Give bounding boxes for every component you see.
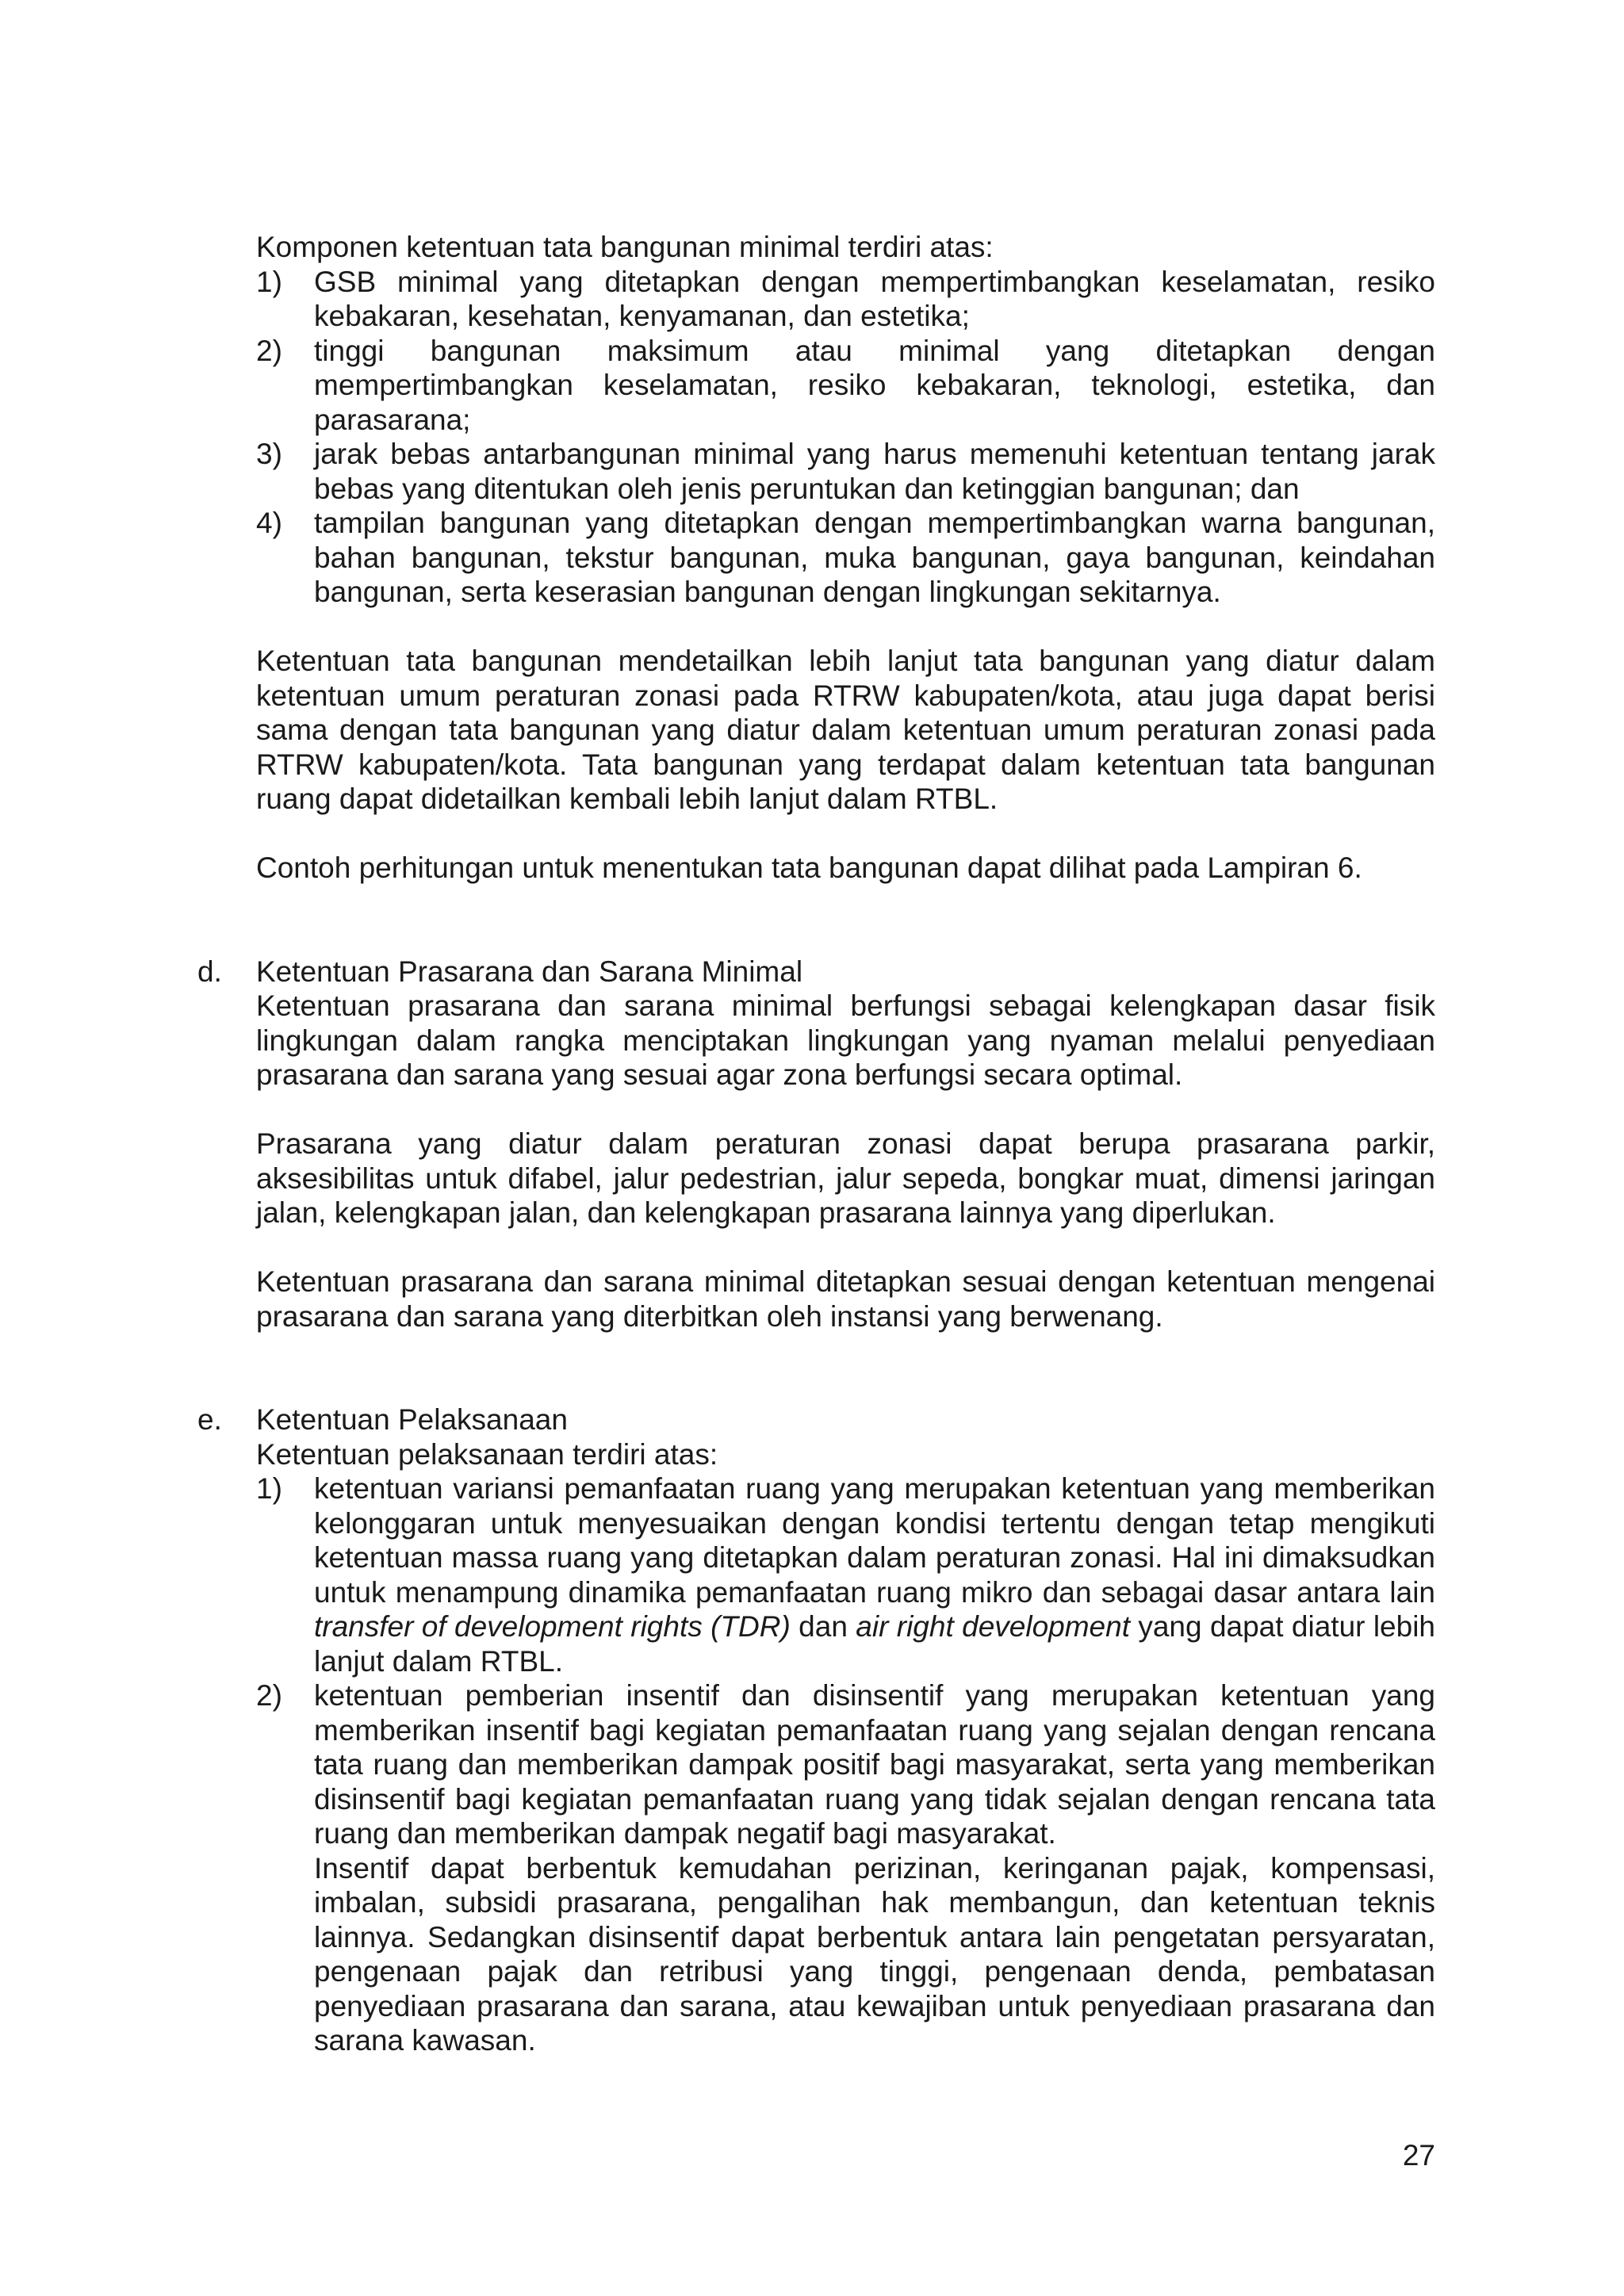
tata-bangunan-intro: Komponen ketentuan tata bangunan minimal terdiri atas: xyxy=(256,231,994,263)
list-number: 3) xyxy=(256,438,282,470)
list-text: GSB minimal yang ditetapkan dengan mempertimbangkan keselamatan, resiko kebakaran, kesehatan, kenyamanan, dan estetika; xyxy=(314,265,1435,332)
list-text: Insentif dapat berbentuk kemudahan perizinan, keringanan pajak, kompensasi, imbalan, subsidi prasarana, pengalihan hak membangun, dan ketentuan teknis lainnya. Sedangkan disinsentif dapat berbentuk antara lain pengetatan persyaratan, pengenaan pajak dan retribusi yang tinggi, pengenaan denda, pembatasan penyediaan prasarana dan sarana, atau kewajiban untuk penyediaan prasarana dan sarana kawasan. xyxy=(314,1851,1435,2057)
section-heading: Ketentuan Prasarana dan Sarana Minimal xyxy=(256,955,803,988)
list-item xyxy=(256,1471,1435,1678)
tata-bangunan-paragraph: Ketentuan tata bangunan mendetailkan lebih lanjut tata bangunan yang diatur dalam ketentuan umum peraturan zonasi pada RTRW kabupaten/kota, atau juga dapat berisi sama dengan tata bangunan yang diatur dalam ketentuan umum peraturan zonasi pada RTRW kabupaten/kota. Tata bangunan yang terdapat dalam ketentuan tata bangunan ruang dapat didetailkan kembali lebih lanjut dalam RTBL. xyxy=(256,645,1435,815)
section-letter: e. xyxy=(197,1403,222,1436)
page-number: 27 xyxy=(1402,2139,1435,2172)
section-paragraph: Ketentuan prasarana dan sarana minimal ditetapkan sesuai dengan ketentuan mengenai prasarana dan sarana yang diterbitkan oleh instansi yang berwenang. xyxy=(256,1265,1435,1333)
section-e xyxy=(197,1402,1436,2058)
italic-term: transfer of development rights (TDR) xyxy=(314,1610,791,1643)
list-text: jarak bebas antarbangunan minimal yang harus memenuhi ketentuan tentang jarak bebas yang ditentukan oleh jenis peruntukan dan ketinggian bangunan; dan xyxy=(314,438,1435,505)
list-number: 2) xyxy=(256,1679,282,1712)
lampiran-reference: Contoh perhitungan untuk menentukan tata bangunan dapat dilihat pada Lampiran 6. xyxy=(256,851,1362,884)
section-letter: d. xyxy=(197,955,222,988)
list-text: tinggi bangunan maksimum atau minimal yang ditetapkan dengan mempertimbangkan keselamatan, resiko kebakaran, teknologi, estetika, dan parasarana; xyxy=(314,334,1435,436)
list-number: 4) xyxy=(256,507,282,539)
list-number: 2) xyxy=(256,334,282,367)
section-paragraph: Prasarana yang diatur dalam peraturan zonasi dapat berupa prasarana parkir, aksesibilitas untuk difabel, jalur pedestrian, jalur sepeda, bongkar muat, dimensi jaringan jalan, kelengkapan jalan, dan kelengkapan prasarana lainnya yang diperlukan. xyxy=(256,1127,1435,1229)
list-item xyxy=(256,437,1435,506)
list-text: tampilan bangunan yang ditetapkan dengan mempertimbangkan warna bangunan, bahan bangunan, tekstur bangunan, muka bangunan, gaya bangunan, keindahan bangunan, serta keserasian bangunan dengan lingkungan sekitarnya. xyxy=(314,507,1435,608)
list-item xyxy=(256,506,1435,610)
pelaksanaan-list xyxy=(256,1471,1435,2058)
list-text: dan xyxy=(790,1610,856,1643)
list-text: ketentuan variansi pemanfaatan ruang yang merupakan ketentuan yang memberikan kelonggaran untuk menyesuaikan dengan kondisi tertentu dengan tetap mengikuti ketentuan massa ruang yang ditetapkan dalam peraturan zonasi. Hal ini dimaksudkan untuk menampung dinamika pemanfaatan ruang mikro dan sebagai dasar antara lain xyxy=(314,1472,1435,1609)
section-paragraph: Ketentuan prasarana dan sarana minimal berfungsi sebagai kelengkapan dasar fisik lingkungan dalam rangka menciptakan lingkungan yang nyaman melalui penyediaan prasarana dan sarana yang sesuai agar zona berfungsi secara optimal. xyxy=(256,989,1435,1091)
section-intro: Ketentuan pelaksanaan terdiri atas: xyxy=(256,1437,718,1471)
italic-term: air right development xyxy=(856,1610,1130,1643)
list-number: 1) xyxy=(256,1472,282,1505)
tata-bangunan-list xyxy=(256,265,1435,610)
list-text: ketentuan pemberian insentif dan disinsentif yang merupakan ketentuan yang memberikan insentif bagi kegiatan pemanfaatan ruang yang sejalan dengan rencana tata ruang dan memberikan dampak positif bagi masyarakat, serta yang memberikan disinsentif bagi kegiatan pemanfaatan ruang yang tidak sejalan dengan rencana tata ruang dan memberikan dampak negatif bagi masyarakat. xyxy=(314,1679,1435,1850)
list-item xyxy=(256,265,1435,334)
page-content xyxy=(197,230,1436,2058)
list-number: 1) xyxy=(256,265,282,298)
list-item xyxy=(256,1678,1435,2058)
section-d xyxy=(197,955,1435,1334)
list-text: yang dapat diatur lebih lanjut dalam RTBL. xyxy=(314,1610,1436,1678)
section-heading: Ketentuan Pelaksanaan xyxy=(256,1403,568,1436)
list-item xyxy=(256,334,1435,438)
